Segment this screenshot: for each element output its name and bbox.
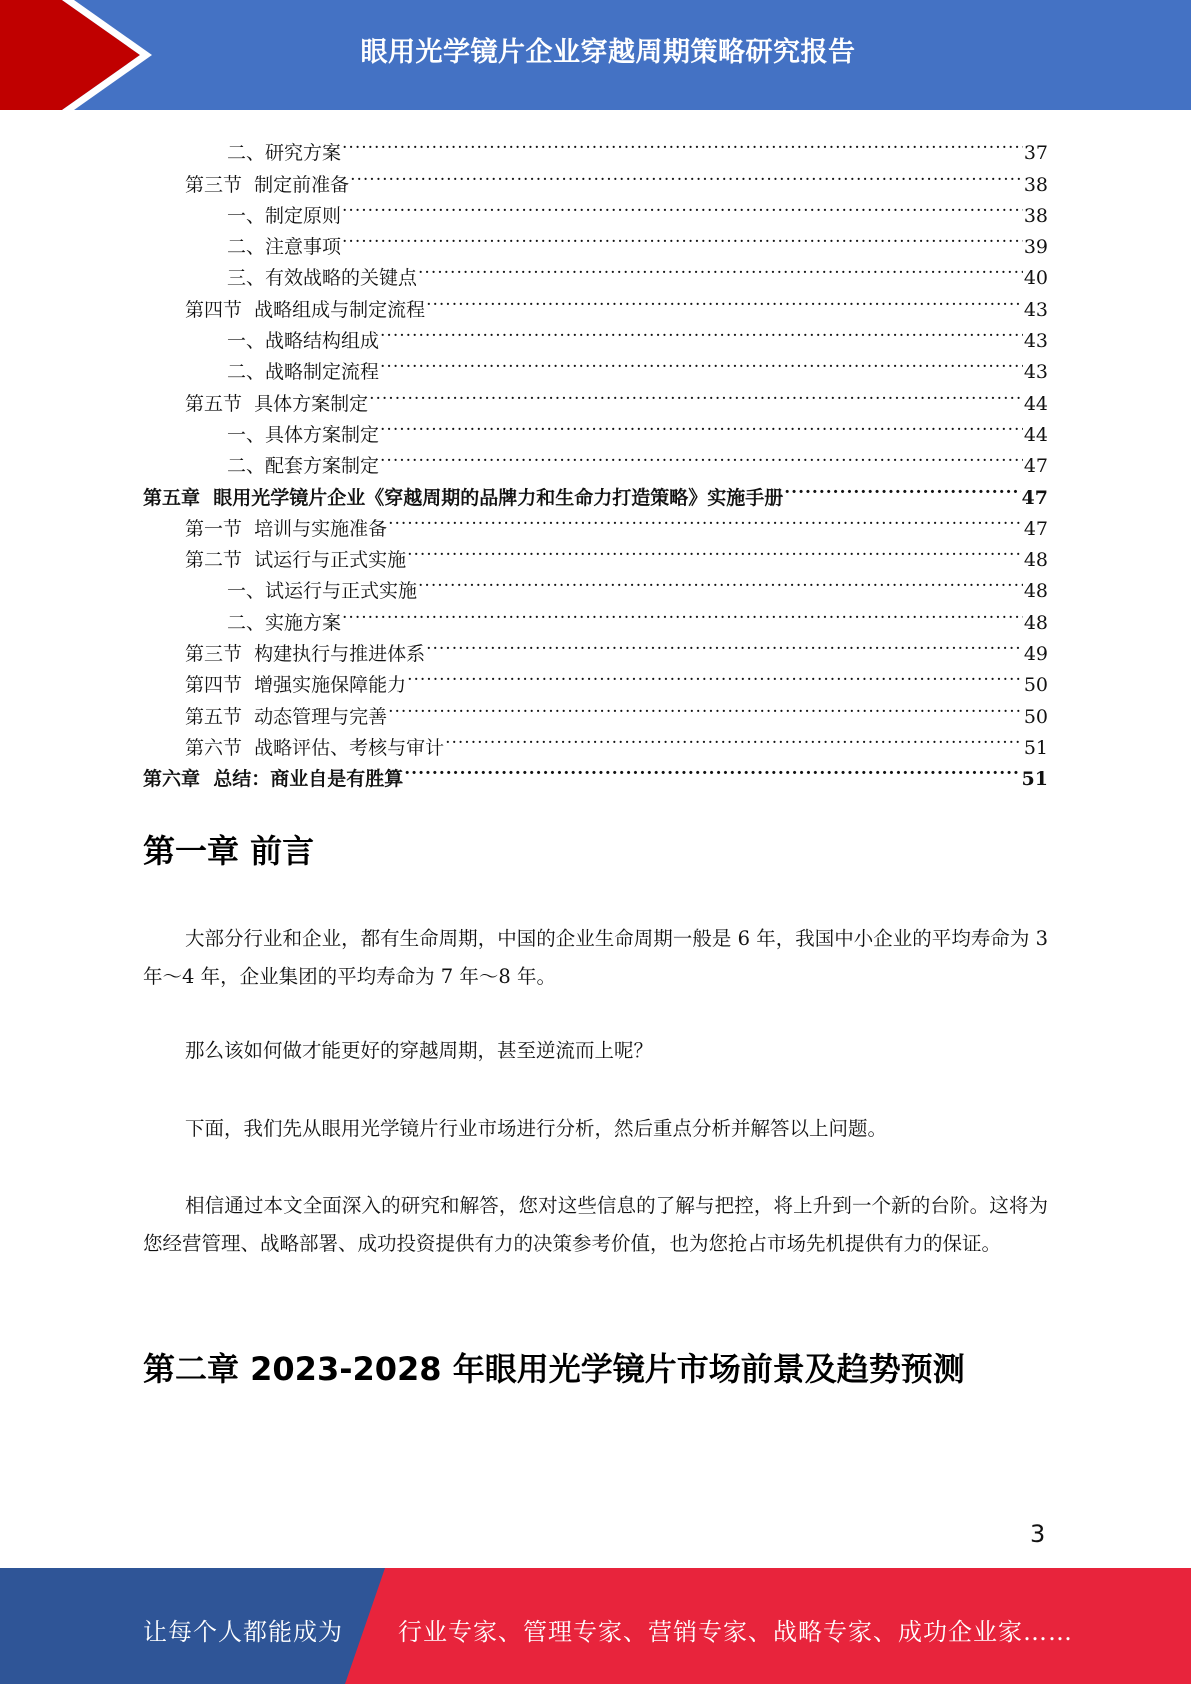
toc-dot-leader <box>342 191 1023 222</box>
toc-dot-leader <box>426 629 1023 660</box>
paragraph: 那么该如何做才能更好的穿越周期，甚至逆流而上呢？ <box>185 1039 654 1062</box>
toc-dot-leader <box>407 535 1023 566</box>
toc-entry-title: 第四节 战略组成与制定流程 <box>185 298 426 321</box>
toc-entry-page: 40 <box>1023 267 1048 290</box>
toc-entry-title: 第五节 动态管理与完善 <box>185 705 388 728</box>
footer-slogan-left: 让每个人都能成为 <box>143 1618 343 1646</box>
paragraph: 相信通过本文全面深入的研究和解答，您对这些信息的了解与把控，将上升到一个新的台阶。这将为您经营管理、战略部署、成功投资提供有力的决策参考价值，也为您抢占市场先机提供有力的保证。 <box>143 1194 1048 1255</box>
report-title: 眼用光学镜片企业穿越周期策略研究报告 <box>360 37 856 68</box>
toc-entry-page: 37 <box>1023 142 1048 165</box>
toc-entry-page: 50 <box>1023 705 1048 728</box>
toc-dot-leader <box>388 504 1023 535</box>
toc-entry-page: 47 <box>1023 455 1048 478</box>
toc-entry-title: 第六节 战略评估、考核与审计 <box>185 736 445 759</box>
toc-entry-title: 二、注意事项 <box>227 236 342 259</box>
toc-dot-leader <box>350 159 1023 190</box>
toc-entry-title: 第六章 总结：商业自是有胜算 <box>143 768 404 791</box>
page-number: 3 <box>1030 1520 1046 1548</box>
toc-dot-leader <box>380 441 1023 472</box>
toc-entry-page: 48 <box>1023 580 1048 603</box>
toc-entry-page: 49 <box>1023 643 1048 666</box>
toc-dot-leader <box>342 128 1023 159</box>
toc-entry-title: 第三节 构建执行与推进体系 <box>185 643 426 666</box>
toc-dot-leader <box>445 723 1023 754</box>
page-header <box>0 0 1191 110</box>
toc-entry-page: 50 <box>1023 674 1048 697</box>
toc-entry-page: 48 <box>1023 549 1048 572</box>
toc-entry-title: 一、战略结构组成 <box>227 330 380 353</box>
toc-dot-leader <box>407 660 1023 691</box>
toc-dot-leader <box>426 284 1023 315</box>
toc-entry-page: 44 <box>1023 423 1048 446</box>
toc-entry-page: 47 <box>1021 486 1048 509</box>
toc-entry-title: 二、配套方案制定 <box>227 455 380 478</box>
toc-entry-title: 第三节 制定前准备 <box>185 173 350 196</box>
toc-entry-title: 二、研究方案 <box>227 142 342 165</box>
toc-entry-page: 43 <box>1023 298 1048 321</box>
toc-entry-title: 三、有效战略的关键点 <box>227 267 418 290</box>
toc-entry-page: 38 <box>1023 173 1048 196</box>
toc-dot-leader <box>342 222 1023 253</box>
toc-entry-title: 一、试运行与正式实施 <box>227 580 418 603</box>
paragraph: 下面，我们先从眼用光学镜片行业市场进行分析，然后重点分析并解答以上问题。 <box>185 1117 888 1140</box>
toc-dot-leader <box>388 691 1023 722</box>
toc-entry-page: 51 <box>1023 736 1048 759</box>
chapter-2-heading: 第二章 2023-2028 年眼用光学镜片市场前景及趋势预测 <box>143 1350 965 1388</box>
footer-slogan-right: 行业专家、管理专家、营销专家、战略专家、成功企业家…… <box>398 1618 1073 1646</box>
toc-entry[interactable] <box>143 128 1048 165</box>
toc-dot-leader <box>784 472 1020 503</box>
toc-entry-page: 38 <box>1023 204 1048 227</box>
chapter-1-heading: 第一章 前言 <box>143 832 315 870</box>
toc-entry-title: 二、实施方案 <box>227 611 342 634</box>
toc-dot-leader <box>380 347 1023 378</box>
toc-entry-title: 第一节 培训与实施准备 <box>185 517 388 540</box>
toc-entry-page: 44 <box>1023 392 1048 415</box>
toc-entry-page: 51 <box>1021 768 1048 791</box>
toc-dot-leader <box>418 566 1023 597</box>
toc-entry-page: 43 <box>1023 361 1048 384</box>
toc-entry-title: 一、制定原则 <box>227 204 342 227</box>
toc-entry-page: 47 <box>1023 517 1048 540</box>
toc-dot-leader <box>380 410 1023 441</box>
toc-entry-title: 第五节 具体方案制定 <box>185 392 369 415</box>
toc-dot-leader <box>342 597 1023 628</box>
toc-entry-title: 二、战略制定流程 <box>227 361 380 384</box>
toc-dot-leader <box>380 316 1023 347</box>
toc-dot-leader <box>404 754 1020 785</box>
toc-entry-title: 第二节 试运行与正式实施 <box>185 549 407 572</box>
toc-entry-page: 48 <box>1023 611 1048 634</box>
toc-dot-leader <box>369 378 1023 409</box>
toc-entry-title: 第五章 眼用光学镜片企业《穿越周期的品牌力和生命力打造策略》实施手册 <box>143 486 784 509</box>
toc-entry-page: 43 <box>1023 330 1048 353</box>
toc-entry-page: 39 <box>1023 236 1048 259</box>
toc-entry-title: 第四节 增强实施保障能力 <box>185 674 407 697</box>
toc-entry-title: 一、具体方案制定 <box>227 423 380 446</box>
paragraph: 大部分行业和企业，都有生命周期，中国的企业生命周期一般是 6 年，我国中小企业的平均寿命为 3 年～4 年，企业集团的平均寿命为 7 年～8 年。 <box>143 927 1048 988</box>
toc-dot-leader <box>418 253 1023 284</box>
table-of-contents <box>143 128 1048 791</box>
page-footer <box>0 1568 1191 1684</box>
